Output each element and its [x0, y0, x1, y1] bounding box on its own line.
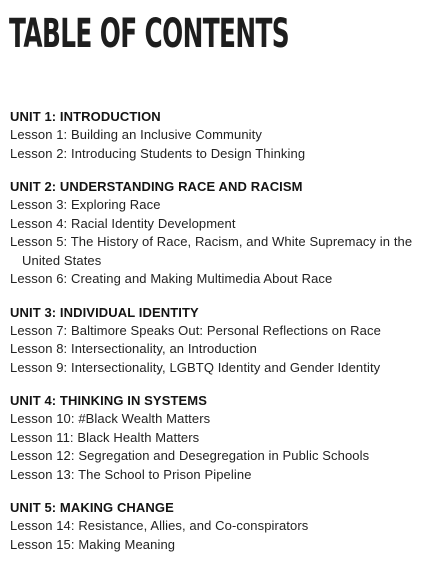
unit-3-section — [10, 303, 440, 378]
lesson-item: Lesson 9: Intersectionality, LGBTQ Identity and Gender Identity — [10, 359, 381, 375]
lesson-list — [10, 517, 440, 554]
page-title: TABLE OF CONTENTS — [9, 11, 290, 57]
lesson-item: Lesson 12: Segregation and Desegregation in Public Schools — [10, 448, 370, 463]
lesson-item: Lesson 13: The School to Prison Pipeline — [10, 466, 252, 482]
lesson-item: Lesson 4: Racial Identity Development — [10, 215, 236, 231]
lesson-list — [10, 410, 440, 484]
lesson-item: Lesson 1: Building an Inclusive Community — [10, 127, 262, 142]
unit-4-section — [10, 391, 440, 484]
unit-heading: UNIT 2: UNDERSTANDING RACE AND RACISM — [10, 179, 303, 194]
lesson-item: Lesson 6: Creating and Making Multimedia About Race — [10, 271, 333, 286]
lesson-item: Lesson 15: Making Meaning — [10, 536, 176, 552]
table-of-contents — [10, 107, 440, 568]
unit-heading: UNIT 1: INTRODUCTION — [10, 109, 161, 124]
lesson-item: Lesson 3: Exploring Race — [10, 197, 161, 212]
unit-1-section — [10, 107, 440, 163]
unit-heading: UNIT 3: INDIVIDUAL IDENTITY — [10, 304, 199, 320]
unit-5-section — [10, 498, 440, 554]
lesson-item: Lesson 7: Baltimore Speaks Out: Personal Reflections on Race — [10, 322, 381, 338]
lesson-list — [10, 322, 440, 378]
lesson-item: Lesson 11: Black Health Matters — [10, 429, 200, 445]
unit-2-section — [10, 177, 440, 289]
lesson-list — [10, 196, 440, 289]
lesson-item: Lesson 14: Resistance, Allies, and Co-conspirators — [10, 518, 309, 533]
unit-heading: UNIT 4: THINKING IN SYSTEMS — [10, 393, 207, 408]
lesson-list — [10, 126, 440, 163]
lesson-item: Lesson 8: Intersectionality, an Introduction — [10, 341, 257, 356]
lesson-item: Lesson 10: #Black Wealth Matters — [10, 411, 211, 426]
lesson-item: Lesson 5: The History of Race, Racism, and White Supremacy in the United States — [10, 234, 413, 268]
lesson-item: Lesson 2: Introducing Students to Design Thinking — [10, 145, 306, 161]
unit-heading: UNIT 5: MAKING CHANGE — [10, 500, 174, 515]
